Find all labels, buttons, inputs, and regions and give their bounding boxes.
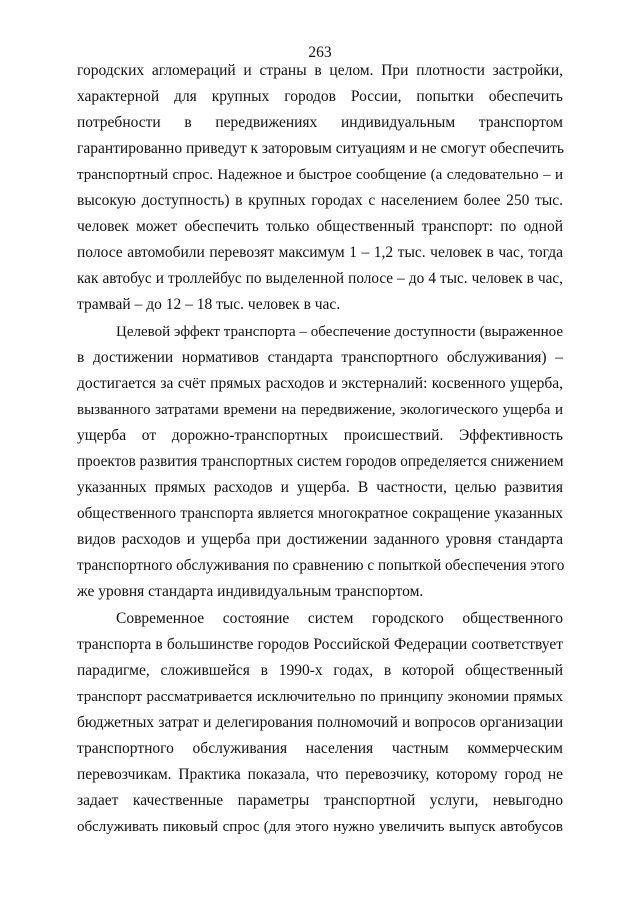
text-line: городских агломераций и страны в целом. При плотности застройки,	[77, 62, 563, 79]
text-line: перевозчикам. Практика показала, что перевозчику, которому город не	[77, 766, 563, 783]
text-line: видов расходов и ущерба при достижении заданного уровня стандарта	[77, 531, 563, 548]
text-line: обслуживать пиковый спрос (для этого нужно увеличить выпуск автобусов	[77, 819, 563, 835]
text-line: как автобус и троллейбус по выделенной полосе – до 4 тыс. человек в час,	[77, 270, 563, 287]
page-number: 263	[308, 44, 332, 61]
text-line: указанных прямых расходов и ущерба. В частности, целью развития	[77, 479, 563, 496]
text-line: трамвай – до 12 – 18 тыс. человек в час.	[77, 296, 341, 313]
text-line: гарантированно приведут к заторовым ситуациям и не смогут обеспечить	[77, 140, 564, 157]
text-line: достигается за счёт прямых расходов и экстерналий: косвенного ущерба,	[77, 375, 563, 392]
text-line: ущерба от дорожно-транспортных происшествий. Эффективность	[77, 427, 563, 444]
text-line: Целевой эффект транспорта – обеспечение доступности (выраженное	[116, 324, 563, 340]
text-line: характерной для крупных городов России, попытки обеспечить	[77, 88, 563, 105]
text-line: Современное состояние систем городского общественного	[116, 610, 563, 627]
text-line: транспорта в большинстве городов Российской Федерации соответствует	[77, 636, 563, 653]
text-line: транспортного обслуживания по сравнению с попыткой обеспечения этого	[77, 557, 565, 574]
text-line: бюджетных затрат и делегирования полномочий и вопросов организации	[77, 714, 563, 731]
text-line: потребности в передвижениях индивидуальным транспортом	[77, 114, 563, 131]
text-line: же уровня стандарта индивидуальным транспортом.	[77, 583, 424, 600]
text-line: транспорт рассматривается исключительно по принципу экономии прямых	[77, 689, 563, 705]
text-line: высокую доступность) в крупных городах с населением более 250 тыс.	[77, 192, 563, 209]
text-line: полосе автомобили перевозят максимум 1 – 1,2 тыс. человек в час, тогда	[77, 244, 563, 261]
text-line: транспортный спрос. Надежное и быстрое сообщение (а следовательно – и	[77, 167, 563, 183]
text-line: общественного транспорта является многократное сокращение указанных	[77, 505, 563, 522]
text-line: вызванного затратами времени на передвижение, экологического ущерба и	[77, 402, 563, 418]
text-line: человек может обеспечить только общественный транспорт: по одной	[77, 218, 563, 235]
text-line: задает качественные параметры транспортной услуги, невыгодно	[77, 792, 563, 809]
text-line: в достижении нормативов стандарта транспортного обслуживания) –	[77, 349, 563, 366]
text-line: транспортного обслуживания населения частным коммерческим	[77, 740, 563, 757]
text-line: проектов развития транспортных систем городов определяется снижением	[77, 453, 564, 470]
text-line: парадигме, сложившейся в 1990-х годах, в которой общественный	[77, 662, 563, 679]
